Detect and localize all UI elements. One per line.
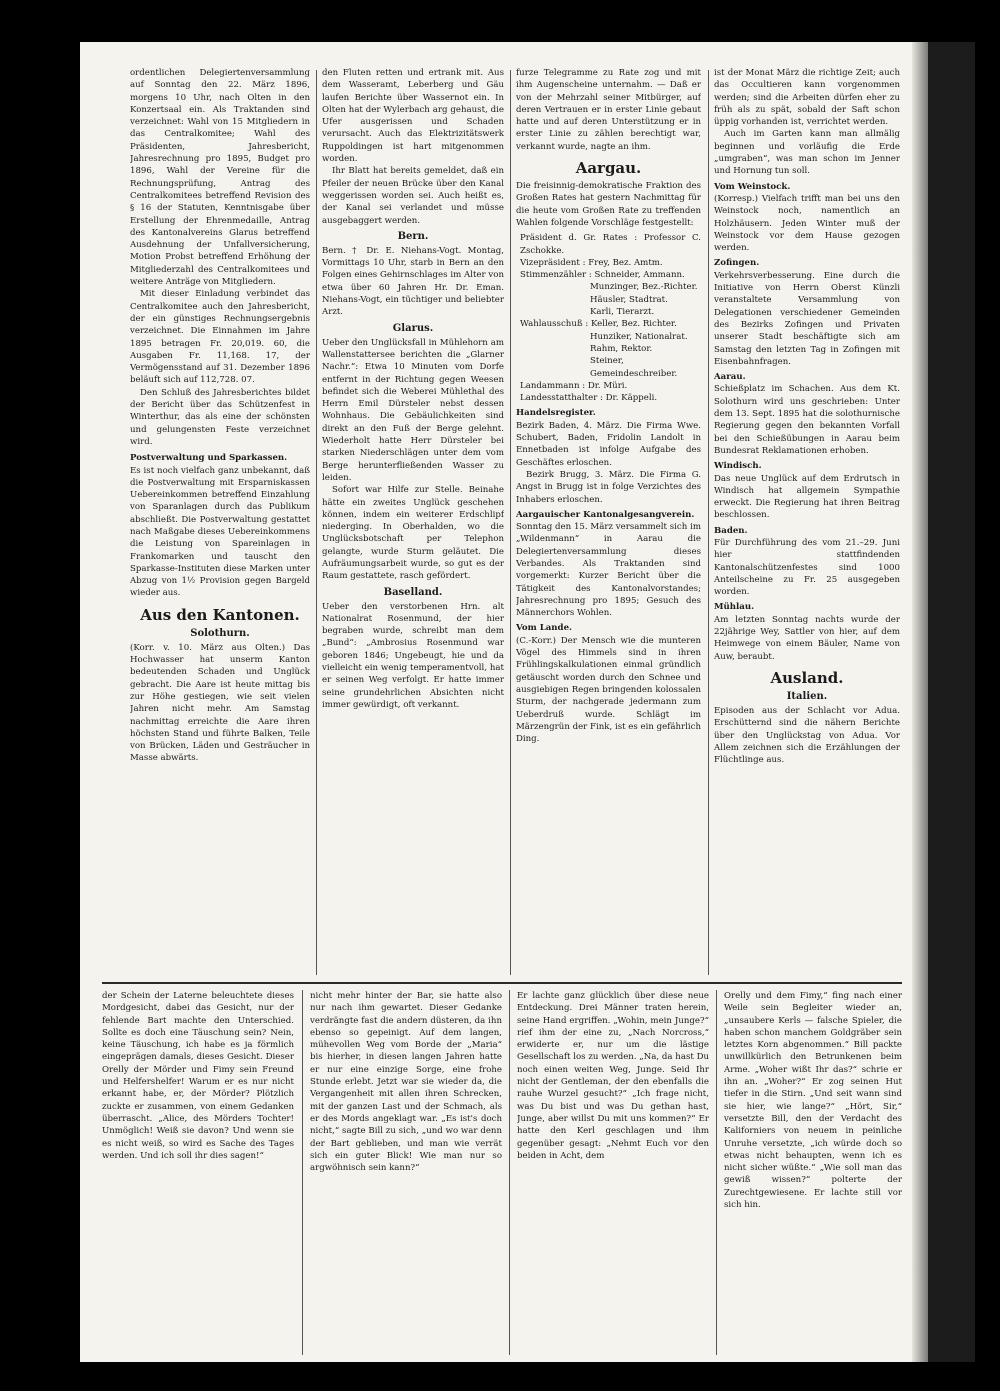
post-text: Es ist noch vielfach ganz unbekannt, daß die Postverwaltung mit Ersparniskassen Uebereinkommen betreffend Einzahlung von Sparanlagen durch das Publikum abschließt. Die Postverwaltung gestattet nach Maßgabe dieses Uebereinkommens die Leistung von Spareinlagen in Frankomarken und tauscht den Sparkasse-Instituten diese Marken unter Abzug von 1½ Provision gegen Bargeld wieder aus. bbox=[130, 465, 310, 599]
solothurn-heading: Solothurn. bbox=[190, 627, 250, 639]
feuilleton-rule bbox=[102, 982, 902, 984]
glarus-text: Ueber den Unglücksfall in Mühlehorn am Wallenstattersee berichten die „Glarner Nachr.“: Etwa 10 Minuten vom Dorfe entfernt in der Richtung gegen Weesen befindet sich die Weberei Mühlethal des Herrn Emil Dürsteler nebst dessen Wohnhaus. Die Gebäulichkeiten sind direkt an den Fuß der Berge gelehnt. Wiederholt hatte Herr Dürsteler bei starken Niederschlägen unter dem vom Berge herunterfließenden Wasser zu leiden. bbox=[322, 337, 504, 483]
bern-text: Bern. † Dr. E. Niehans-Vogt. Montag, Vormittags 10 Uhr, starb in Bern an den Folgen eines Gehirnschlages im Alter von etwa über 60 Jahren Hr. Dr. Eman. Niehans-Vogt, ein tüchtiger und beliebter Arzt. bbox=[322, 245, 504, 318]
list-item: Präsident d. Gr. Rates : Professor C. Zschokke. bbox=[520, 233, 701, 256]
column-divider bbox=[716, 990, 717, 1355]
column-4 bbox=[714, 67, 900, 972]
flood-text: den Fluten retten und ertrank mit. Aus dem Wasseramt, Leberberg und Gäu laufen Berichte über Wassernot ein. In Olten hat der Wylerbach arg gehaust, die Ufer ausgerissen und Schaden verursacht. Auch das Elektrizitätswerk Ruppoldingen ist hart mitgenommen worden. bbox=[322, 68, 504, 165]
feuilleton-text-1: der Schein der Laterne beleuchtete dieses Mordgesicht, dabei das Gesicht, nur der fehlende Bart machte den Unterschied. Sollte es doch eine Täuschung sein? Nein, keine Täuschung, ich habe es ja förmlich eingeprägen damals, dieses Gesicht. Dieser Orelly der Mörder und Fimy sein Freund und Helfershelfer! Warum er es nur nicht erkannt habe, er, der Mörder? Plötzlich zuckte er zusammen, von einem Gedanken überrascht. „Alice, des Mörders Tochter! Unmöglich! Weiß sie davon? Und wenn sie es nicht weiß, so wird es Sache des Tages werden. Und ich soll ihr dies sagen!“ bbox=[102, 991, 294, 1161]
column-divider bbox=[509, 990, 510, 1355]
list-item: Landammann : Dr. Müri. bbox=[520, 380, 628, 391]
feuilleton-text-3: Er lachte ganz glücklich über diese neue Entdeckung. Drei Männer traten herein, seine Hand ergriffen. „Wohin, mein Junge?“ rief ihm der eine zu, „Nach Norcross,“ erwiderte er, nur um die lästige Gesellschaft los zu werden. „Na, da hast Du noch einen weiten Weg, Junge. Seid Ihr nicht der Gentleman, der den ebenfalls die rauhe Wurzel gesucht?“ „Ich frage nicht, was Du bist und was Du gethan hast, Junge, aber willst Du mit uns kommen?“ Er hatte den Kerl geschlagen und ihm gegenüber gesagt: „Nehmt Euch vor den beiden in Acht, dem bbox=[517, 991, 709, 1161]
muehlau-heading: Mühlau. bbox=[714, 602, 755, 613]
abroad-heading: Ausland. bbox=[770, 668, 844, 687]
feuilleton-text-4: Orelly und dem Fimy,“ fing nach einer Weile sein Begleiter wieder an, „unsaubere Kerls — falsche Spieler, die haben schon manchem Goldgräber sein letztes Korn abgenommen.“ Bill packte unwillkürlich den Betrunkenen beim Arme. „Woher wißt Ihr das?“ schrie er ihn an. „Woher?“ Er zog seinen Hut tiefer in die Stirn. „Und seit wann sind sie hier, wie lange?“ „Hört, Sir,“ versetzte Bill, den der Verdacht des Kaliforniers von neuem in peinliche Unruhe versetzte, „ich würde doch so etwas nicht behaupten, wenn ich es nicht sicher wüßte.“ „Wie soll man das gewiß wissen?“ polterte der Zurechtgewiesene. Er lachte still vor sich hin. bbox=[724, 991, 902, 1211]
column-3 bbox=[516, 67, 701, 972]
fraction-text: Die freisinnig-demokratische Fraktion des Großen Rates hat gestern Nachmittag für die heute vom Großen Rate zu treffenden Wahlen folgende Vorschläge festgestellt: bbox=[516, 181, 701, 228]
register-baden-text: Bezirk Baden, 4. März. Die Firma Wwe. Schubert, Baden, Fridolin Landolt in Ennetbaden ist infolge Aufgabe des Geschäftes erloschen. bbox=[516, 420, 701, 468]
list-item: Hunziker, Nationalrat. bbox=[590, 331, 688, 342]
telegram-text: furze Telegramme zu Rate zog und mit ihm Augenscheine unternahm. — Daß er von der Mehrzahl seiner Mitbürger, auf deren Vertrauen er in erster Linie gebaut hatte und auf deren Unterstützung er in erster Linie zu zählen berechtigt war, verkannt wurde, nagte an ihm. bbox=[516, 68, 701, 152]
solothurn-text: (Korr. v. 10. März aus Olten.) Das Hochwasser hat unserm Kanton bedeutenden Schaden und Unglück gebracht. Die Aare ist heute mittag bis zur Höhe gestiegen, wie seit vielen Jahren nicht mehr. Am Samstag nachmittag erreichte die Aare ihren höchsten Stand und führte Balken, Teile von Brücken, Läden und Gesträucher in Masse abwärts. bbox=[130, 642, 310, 764]
list-item: Vizepräsident : Frey, Bez. Amtm. bbox=[520, 257, 663, 268]
baselland-heading: Baselland. bbox=[383, 586, 443, 598]
list-item: Häusler, Stadtrat. bbox=[590, 294, 668, 305]
march-text: ist der Monat März die richtige Zeit; auch das Occultieren kann vorgenommen werden; sind die Arbeiten dürfen eher zu früh als zu spät, sobald der Saft schon üppig vorhanden ist, verrichtet werden. bbox=[714, 68, 900, 128]
column-divider bbox=[316, 70, 317, 975]
column-divider bbox=[302, 990, 303, 1355]
feuilleton-column-1 bbox=[102, 990, 294, 1360]
list-item: Landesstatthalter : Dr. Käppeli. bbox=[520, 393, 658, 404]
newspaper-page bbox=[80, 42, 975, 1362]
scan-border bbox=[975, 0, 1000, 1391]
baselland-text: Ueber den verstorbenen Hrn. alt Nationalrat Rosenmund, der hier begraben wurde, schreibt man dem „Bund“: „Ambrosius Rosenmund war geboren 1846; Ungebeugt, hie und da vielleicht ein wenig temperamentvoll, hat er seinen Weg verfolgt. Er hatte immer seine grundehrlichen Absichten nicht immer gewürdigt, oft verkannt. bbox=[322, 601, 504, 710]
list-item: Steiner, Gemeindeschreiber. bbox=[590, 356, 678, 379]
zofingen-heading: Zofingen. bbox=[714, 258, 760, 269]
windisch-text: Das neue Unglück auf dem Erdrutsch in Windisch hat allgemein Sympathie erweckt. Die Regierung hat ihren Beitrag beschlossen. bbox=[714, 473, 900, 521]
baden-text: Für Durchführung des vom 21.–29. Juni hier stattfindenden Kantonalschützenfestes sind 1000 Anteilscheine zu Fr. 25 ausgegeben worden. bbox=[714, 537, 900, 598]
aarau-heading: Aarau. bbox=[714, 372, 746, 383]
column-1 bbox=[130, 67, 310, 972]
aarau-text: Schießplatz im Schachen. Aus dem Kt. Solothurn wird uns geschrieben: Unter dem 13. Sept. 1895 hat die solothurnische Regierung gegen den bekannten Vorfall bei den Schießübungen in Aarau beim Bundesrat Reklamationen erhoben. bbox=[714, 384, 900, 456]
column-2 bbox=[322, 67, 504, 972]
election-list bbox=[520, 232, 701, 404]
adjacent-page-edge bbox=[928, 42, 975, 1362]
list-item: Rahm, Rektor. bbox=[590, 343, 653, 354]
glarus-heading: Glarus. bbox=[392, 322, 434, 334]
baden-heading: Baden. bbox=[714, 525, 748, 536]
windisch-heading: Windisch. bbox=[714, 461, 762, 472]
italy-text: Episoden aus der Schlacht vor Adua. Erschütternd sind die nähern Berichte über den Unglückstag von Adua. Vor Allem zeichnen sich die Erzählungen der Flüchtlinge aus. bbox=[714, 705, 900, 766]
canal-text: Ihr Blatt hat bereits gemeldet, daß ein Pfeiler der neuen Brücke über den Kanal weggerissen worden sei. Auch heißt es, der Kanal sei verlandet und müsse ausgebaggert werden. bbox=[322, 166, 504, 226]
vine-heading: Vom Weinstock. bbox=[714, 181, 791, 192]
cantons-heading: Aus den Kantonen. bbox=[140, 605, 300, 624]
aargau-heading: Aargau. bbox=[575, 159, 642, 178]
list-item: Karli, Tierarzt. bbox=[590, 307, 655, 318]
annual-report-text: Mit dieser Einladung verbindet das Centralkomitee auch den Jahresbericht, der ein günstiges Rechnungsergebnis verzeichnet. Die Einnahmen im Jahre 1895 betragen Fr. 20,019. 60, die Ausgaben Fr. 11,168. 17, der Vermögensstand auf 31. Dezember 1896 beläuft sich auf 112,728. 07. bbox=[130, 289, 310, 386]
festival-text: Den Schluß des Jahresberichtes bildet der Bericht über das Schützenfest in Winterthur, das als eine der schönsten und gelungensten Feste verzeichnet wird. bbox=[130, 387, 310, 447]
feuilleton-column-3 bbox=[517, 990, 709, 1360]
song-society-heading: Aargauischer Kantonalgesangverein. bbox=[516, 509, 695, 520]
list-item: Wahlausschuß : Keller, Bez. Richter. bbox=[520, 319, 677, 330]
garden-text: Auch im Garten kann man allmälig beginnen und vorläufig die Erde „umgraben“, was man schon im Jenner und Hornung tun soll. bbox=[714, 129, 900, 177]
feuilleton-text-2: nicht mehr hinter der Bar, sie hatte also nur nach ihm gewartet. Dieser Gedanke verdrängte fast die andern düsteren, da ihn ebenso so gepeinigt. Auf dem langen, mühevollen Weg vom Borde der „Maria“ bis hierher, in diesen langen Jahren hatte er nur eine einzige Sorge, eine frohe Stunde erlebt. Jetzt war sie wieder da, die Vergangenheit mit allen ihren Schrecken, mit der ganzen Last und der Schmach, als er des Mords angeklagt war. „Es ist's doch nicht,“ sagte Bill zu sich, „und wo war denn der Bart geblieben, und man wie verrät sich ein guter Blick! Wie man nur so argwöhnisch sein kann?“ bbox=[310, 991, 502, 1174]
column-divider bbox=[708, 70, 709, 975]
register-brugg-text: Bezirk Brugg, 3. März. Die Firma G. Angst in Brugg ist in folge Verzichtes des Inhabers erloschen. bbox=[516, 469, 701, 505]
feuilleton-column-4 bbox=[724, 990, 902, 1360]
column-divider bbox=[510, 70, 511, 975]
feuilleton-column-2 bbox=[310, 990, 502, 1360]
list-item: Munzinger, Bez.-Richter. bbox=[590, 282, 698, 293]
register-heading: Handelsregister. bbox=[516, 408, 596, 419]
rescue-text: Sofort war Hilfe zur Stelle. Beinahe hätte ein zweites Unglück geschehen können, indem ein weiterer Erdschlipf niederging. In Oberhalden, wo die Unglücksbotschaft per Telephon gelangte, wurde Sturm geläutet. Die Aufräumungsarbeit wurde, so gut es der Raum gestattete, rasch gefördert. bbox=[322, 485, 504, 582]
delegates-text: ordentlichen Delegiertenversammlung auf Sonntag den 22. März 1896, morgens 10 Uhr, nach Olten in den Konzertsaal ein. Als Traktanden sind verzeichnet: Wahl von 15 Mitgliedern in das Centralkomitee; Wahl des Präsidenten, Jahresbericht, Jahresrechnung pro 1895, Budget pro 1896, Wahl der Vereine für die Rechnungsprüfung, Antrag des Centralkomitees betreffend Revision des § 16 der Statuten, Kenntnisgabe über Erstellung der Ehrenmedaille, Antrag des Kantonalvereins Glarus betreffend Ausdehnung der Unfallversicherung, Motion Probst betreffend Erhöhung der Mitgliederzahl des Centralkomitees und weitere Anträge von Mitgliedern. bbox=[130, 68, 310, 288]
page-gutter bbox=[912, 42, 928, 1362]
italy-heading: Italien. bbox=[786, 690, 828, 702]
muehlau-text: Am letzten Sonntag nachts wurde der 22jährige Wey, Sattler von hier, auf dem Heimwege von einem Bäuler, Name von Auw, beraubt. bbox=[714, 614, 900, 662]
bern-heading: Bern. bbox=[397, 230, 429, 242]
post-heading: Postverwaltung und Sparkassen. bbox=[130, 453, 288, 464]
countryside-heading: Vom Lande. bbox=[516, 623, 573, 634]
song-society-text: Sonntag den 15. März versammelt sich im „Wildenmann“ in Aarau die Delegiertenversammlung dieses Verbandes. Als Traktanden sind vorgemerkt: Kurzer Bericht über die Tätigkeit des Kantonalvorstandes; Jahresrechnung pro 1895; Gesuch des Männerchors Wohlen. bbox=[516, 522, 701, 619]
list-item: Stimmenzähler : Schneider, Ammann. bbox=[520, 270, 685, 281]
vine-text: (Korresp.) Vielfach trifft man bei uns den Weinstock noch, namentlich an Holzhäusern. Jeden Winter muß der Weinstock vor dem Hause gezogen werden. bbox=[714, 193, 900, 254]
zofingen-text: Verkehrsverbesserung. Eine durch die Initiative von Herrn Oberst Künzli veranstaltete Versammlung von Delegationen verschiedener Gemeinden des Bezirks Zofingen und Privaten unserer Stadt beschäftigte sich am Samstag den letzten Tag in Zofingen mit Eisenbahnfragen. bbox=[714, 270, 900, 367]
countryside-text: (C.-Korr.) Der Mensch wie die munteren Vögel des Himmels sind in ihren Frühlingskalkulationen einmal gründlich getäuscht worden durch den Schnee und ausgiebigen Regen bringenden kolossalen Sturm, der nachgerade jedermann zum Ueberdruß wurde. Schlägt im Märzengrün der Fink, ist es ein gefährlich Ding. bbox=[516, 635, 701, 745]
